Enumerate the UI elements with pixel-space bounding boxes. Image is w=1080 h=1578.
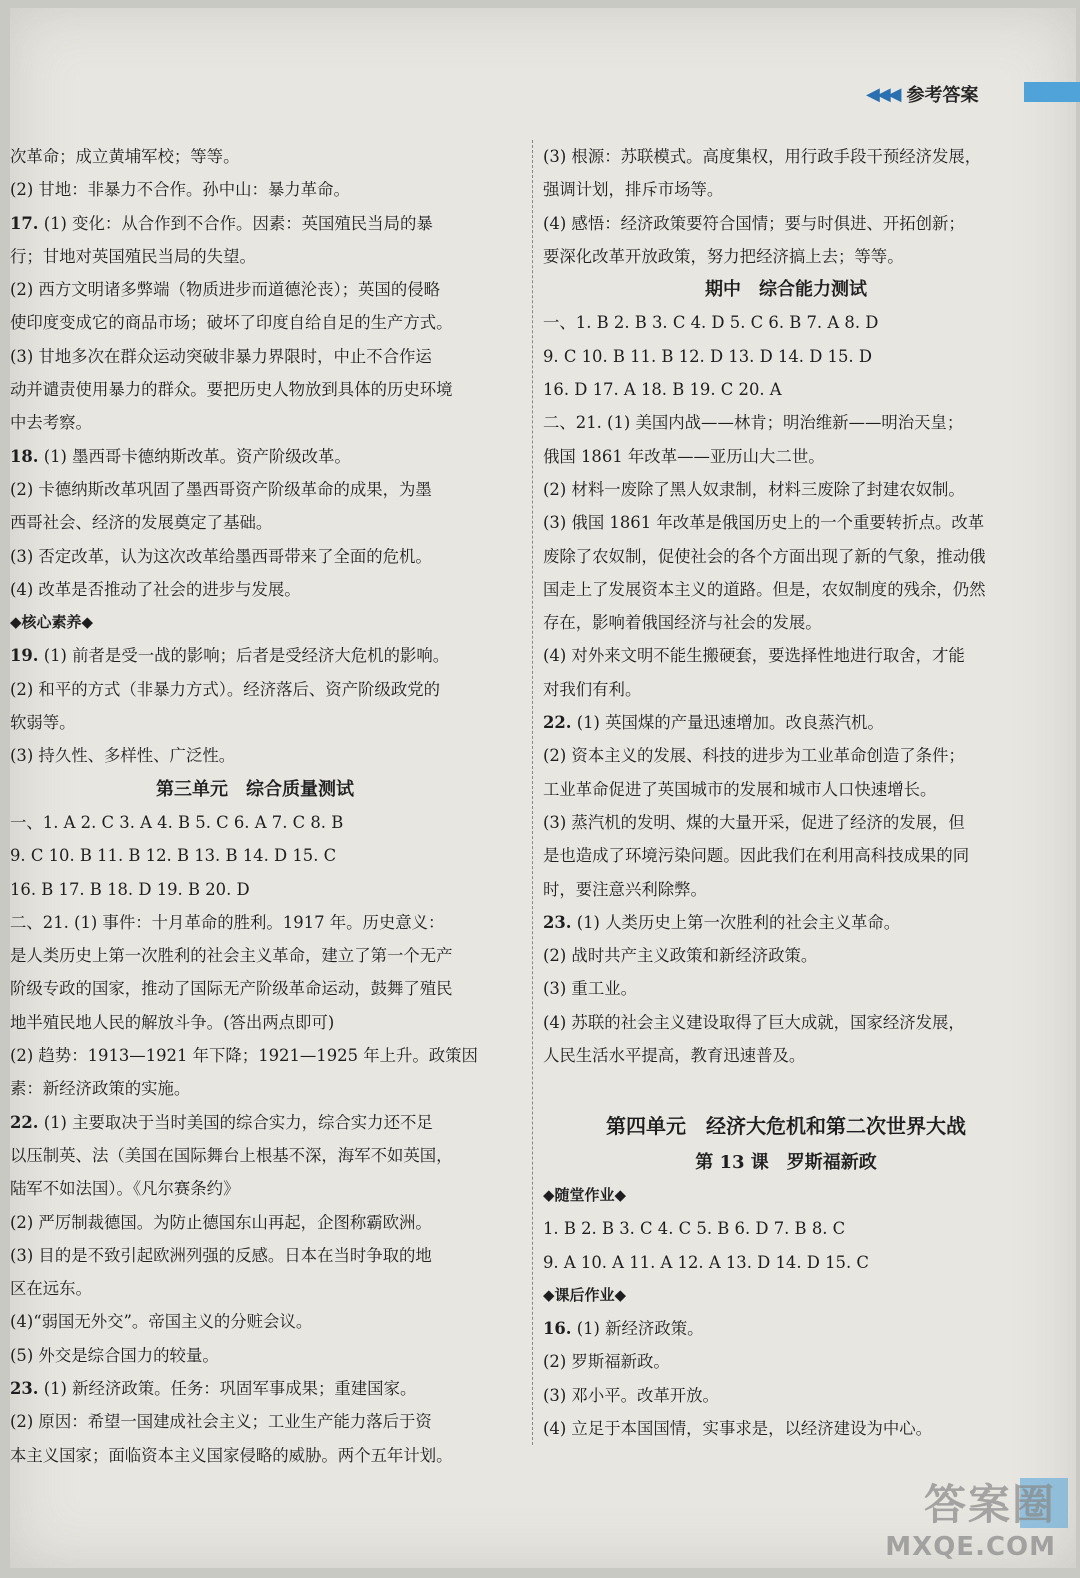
answer-text: (3) 目的是不致引起欧洲列强的反感。日本在当时争取的地 [10, 1245, 432, 1265]
answer-text: 以压制英、法（美国在国际舞台上根基不深，海军不如英国， [10, 1145, 453, 1165]
answer-text: (3) 俄国 1861 年改革是俄国历史上的一个重要转折点。改革 [543, 513, 985, 533]
answer-line [10, 473, 500, 506]
answer-text: 二、21. (1) 事件：十月革命的胜利。1917 年。历史意义： [10, 912, 445, 932]
answer-line [10, 1039, 500, 1072]
answer-line [10, 440, 500, 473]
answer-text: 9. C 10. B 11. B 12. D 13. D 14. D 15. D [543, 346, 872, 366]
answer-text: 西哥社会、经济的发展奠定了基础。 [10, 513, 273, 533]
answer-text: 俄国 1861 年改革——亚历山大二世。 [543, 446, 825, 466]
answer-text: 地半殖民地人民的解放斗争。(答出两点即可) [10, 1012, 335, 1032]
answer-text: (3) 邓小平。改革开放。 [543, 1385, 719, 1405]
question-number: 23. [10, 1378, 39, 1398]
answer-text: 人民生活水平提高，教育迅速普及。 [543, 1046, 806, 1066]
right-column [532, 140, 1029, 1445]
answer-line [10, 1172, 500, 1205]
answer-text: (1) 主要取决于当时美国的综合实力，综合实力还不足 [38, 1112, 433, 1132]
answer-line [543, 806, 1029, 839]
answer-line [10, 173, 500, 206]
answer-text: (2) 严厉制裁德国。为防止德国东山再起，企图称霸欧洲。 [10, 1212, 432, 1232]
answer-text: 区在远东。 [10, 1279, 92, 1299]
header-title: 参考答案 [906, 85, 979, 106]
answer-line [10, 1239, 500, 1272]
answer-line [543, 473, 1029, 506]
answer-line [543, 373, 1029, 406]
answer-line [10, 1339, 500, 1372]
answer-line [10, 1372, 500, 1405]
answer-text: 9. C 10. B 11. B 12. B 13. B 14. D 15. C [10, 846, 337, 866]
answer-text: (2) 甘地：非暴力不合作。孙中山：暴力革命。 [10, 180, 350, 200]
answer-text: (2) 西方文明诸多弊端（物质进步而道德沦丧）；英国的侵略 [10, 280, 440, 300]
answer-text: 对我们有利。 [543, 679, 642, 699]
answer-line [10, 506, 500, 539]
answer-line [543, 1312, 1029, 1345]
watermark-logo [885, 1472, 1056, 1562]
answer-text: (3) 持久性、多样性、广泛性。 [10, 746, 236, 766]
answer-line [10, 540, 500, 573]
answer-text: 强调计划，排斥市场等。 [543, 180, 724, 200]
answer-line [10, 906, 500, 939]
answer-text: (2) 资本主义的发展、科技的进步为工业革命创造了条件； [543, 746, 965, 766]
answer-text: (2) 原因：希望一国建成社会主义；工业生产能力落后于资 [10, 1412, 432, 1432]
answer-line [10, 140, 500, 173]
question-number: 16. [543, 1319, 572, 1339]
question-number: 23. [543, 912, 572, 932]
answer-line [10, 1305, 500, 1338]
answer-text: 阶级专政的国家，推动了国际无产阶级革命运动，鼓舞了殖民 [10, 979, 453, 999]
answer-text: 素：新经济政策的实施。 [10, 1079, 191, 1099]
answer-text: 时，要注意兴利除弊。 [543, 879, 707, 899]
answer-line [543, 873, 1029, 906]
answer-line [10, 972, 500, 1005]
answer-line [543, 1412, 1029, 1445]
triple-arrow-icon: ◀◀◀ [866, 83, 899, 105]
answer-text: 软弱等。 [10, 713, 76, 733]
answer-line [10, 1072, 500, 1105]
answer-line [10, 1206, 500, 1239]
question-number: 22. [10, 1112, 39, 1132]
answer-text: (1) 英国煤的产量迅速增加。改良蒸汽机。 [571, 713, 884, 733]
answer-text: 一、1. B 2. B 3. C 4. D 5. C 6. B 7. A 8. D [543, 313, 879, 333]
answer-line [543, 739, 1029, 772]
watermark-url: MXQE.COM [885, 1532, 1056, 1562]
answer-text: 次革命；成立黄埔军校；等等。 [10, 147, 240, 166]
answer-line [543, 573, 1029, 606]
answer-text: 一、1. A 2. C 3. A 4. B 5. C 6. A 7. C 8. B [10, 812, 344, 832]
answer-text: 动并谴责使用暴力的群众。要把历史人物放到具体的历史环境 [10, 380, 453, 400]
subsection-tag: ◆课后作业◆ [543, 1285, 627, 1304]
answer-line [543, 839, 1029, 872]
answer-text: 行；甘地对英国殖民当局的失望。 [10, 246, 256, 266]
answer-line [10, 273, 500, 306]
answer-text: 使印度变成它的商品市场；破坏了印度自给自足的生产方式。 [10, 313, 453, 333]
answer-text: 16. B 17. B 18. D 19. B 20. D [10, 879, 250, 899]
left-column [10, 140, 500, 1472]
answer-text: (2) 罗斯福新政。 [543, 1352, 670, 1372]
answer-line [543, 773, 1029, 806]
answer-line [543, 207, 1029, 240]
answer-text: 1. B 2. B 3. C 4. C 5. B 6. D 7. B 8. C [543, 1219, 846, 1239]
answer-text: (3) 否定改革，认为这次改革给墨西哥带来了全面的危机。 [10, 546, 432, 566]
answer-text: (2) 和平的方式（非暴力方式）。经济落后、资产阶级政党的 [10, 679, 440, 699]
subsection-tag: ◆随堂作业◆ [543, 1185, 627, 1204]
answer-line [10, 573, 500, 606]
answer-text: (3) 蒸汽机的发明、煤的大量开采，促进了经济的发展，但 [543, 812, 965, 832]
watermark-title: 答案圈 [923, 1480, 1056, 1529]
answer-line [543, 1246, 1029, 1279]
answer-line [543, 306, 1029, 339]
answer-text: (2) 趋势：1913—1921 年下降；1921—1925 年上升。政策因 [10, 1046, 478, 1066]
spacer [543, 1072, 1029, 1105]
answer-line [10, 207, 500, 240]
answer-text: 工业革命促进了英国城市的发展和城市人口快速增长。 [543, 779, 937, 799]
answer-line [10, 1405, 500, 1438]
answer-text: 本主义国家；面临资本主义国家侵略的威胁。两个五年计划。 [10, 1445, 453, 1465]
answer-text: (1) 墨西哥卡德纳斯改革。资产阶级改革。 [38, 446, 351, 466]
answer-line [543, 1006, 1029, 1039]
answer-text: (1) 变化：从合作到不合作。因素：英国殖民当局的暴 [38, 213, 433, 233]
answer-line [543, 1379, 1029, 1412]
answer-line [10, 839, 500, 872]
answer-line [10, 373, 500, 406]
answer-line [543, 1345, 1029, 1378]
answer-line [543, 440, 1029, 473]
answer-text: (4) 苏联的社会主义建设取得了巨大成就，国家经济发展， [543, 1012, 965, 1032]
answer-line [10, 939, 500, 972]
page-header [866, 78, 1076, 110]
answer-page [10, 8, 1076, 1568]
answer-line [10, 706, 500, 739]
answer-text: (2) 材料一废除了黑人奴隶制，材料三废除了封建农奴制。 [543, 479, 965, 499]
header-color-bar [1024, 82, 1080, 102]
answer-text: (4) 立足于本国国情，实事求是，以经济建设为中心。 [543, 1418, 933, 1438]
section-heading: 第 13 课 罗斯福新政 [695, 1151, 877, 1173]
answer-text: 要深化改革开放政策，努力把经济搞上去；等等。 [543, 246, 904, 266]
answer-line [543, 1212, 1029, 1245]
answer-line [543, 506, 1029, 539]
question-number: 18. [10, 446, 39, 466]
answer-text: (3) 根源：苏联模式。高度集权，用行政手段干预经济发展， [543, 147, 982, 166]
answer-line [10, 1139, 500, 1172]
answer-line [543, 639, 1029, 672]
section-heading: 第三单元 综合质量测试 [156, 778, 354, 800]
answer-text: 陆军不如法国）。《凡尔赛条约》 [10, 1179, 240, 1199]
answer-text: (4)“弱国无外交”。帝国主义的分赃会议。 [10, 1312, 313, 1332]
answer-text: (3) 重工业。 [543, 979, 637, 999]
answer-line [10, 673, 500, 706]
answer-line [10, 406, 500, 439]
answer-text: (4) 感悟：经济政策要符合国情；要与时俱进、开拓创新； [543, 213, 965, 233]
answer-text: (4) 对外来文明不能生搬硬套，要选择性地进行取舍，才能 [543, 646, 965, 666]
answer-text: 是也造成了环境污染问题。因此我们在利用高科技成果的同 [543, 846, 970, 866]
answer-text: 存在，影响着俄国经济与社会的发展。 [543, 613, 822, 633]
answer-line [10, 1439, 500, 1472]
answer-text: (1) 新经济政策。任务：巩固军事成果；重建国家。 [38, 1378, 417, 1398]
section-heading: 期中 综合能力测试 [705, 279, 867, 301]
subsection-tag: ◆核心素养◆ [10, 613, 94, 632]
answer-line [543, 140, 1029, 173]
answer-line [543, 340, 1029, 373]
question-number: 22. [543, 713, 572, 733]
answer-line [543, 240, 1029, 273]
answer-line [10, 873, 500, 906]
answer-line [543, 406, 1029, 439]
answer-line [543, 673, 1029, 706]
answer-text: (1) 新经济政策。 [571, 1319, 704, 1339]
question-number: 19. [10, 646, 39, 666]
answer-text: (3) 甘地多次在群众运动突破非暴力界限时，中止不合作运 [10, 346, 432, 366]
answer-line [543, 939, 1029, 972]
answer-text: 16. D 17. A 18. B 19. C 20. A [543, 380, 782, 400]
answer-line [10, 1006, 500, 1039]
answer-text: 国走上了发展资本主义的道路。但是，农奴制度的残余，仍然 [543, 579, 986, 599]
answer-text: 二、21. (1) 美国内战——林肯；明治维新——明治天皇； [543, 413, 964, 433]
answer-line [10, 340, 500, 373]
answer-text: (5) 外交是综合国力的较量。 [10, 1345, 219, 1365]
answer-line [10, 306, 500, 339]
answer-line [543, 540, 1029, 573]
answer-text: 中去考察。 [10, 413, 92, 433]
answer-line [543, 706, 1029, 739]
answer-line [10, 240, 500, 273]
answer-line [543, 972, 1029, 1005]
answer-line [543, 906, 1029, 939]
answer-line [10, 739, 500, 772]
section-heading: 第四单元 经济大危机和第二次世界大战 [606, 1113, 966, 1138]
answer-text: 是人类历史上第一次胜利的社会主义革命，建立了第一个无产 [10, 946, 453, 966]
answer-text: (4) 改革是否推动了社会的进步与发展。 [10, 579, 301, 599]
answer-line [543, 173, 1029, 206]
answer-text: 废除了农奴制，促使社会的各个方面出现了新的气象，推动俄 [543, 546, 986, 566]
answer-text: (1) 前者是受一战的影响；后者是受经济大危机的影响。 [38, 646, 450, 666]
answer-line [10, 639, 500, 672]
answer-text: 9. A 10. A 11. A 12. A 13. D 14. D 15. C [543, 1252, 869, 1272]
answer-text: (2) 战时共产主义政策和新经济政策。 [543, 946, 818, 966]
answer-line [543, 1039, 1029, 1072]
answer-line [10, 806, 500, 839]
answer-line [10, 1272, 500, 1305]
answer-text: (1) 人类历史上第一次胜利的社会主义革命。 [571, 912, 901, 932]
answer-line [543, 606, 1029, 639]
question-number: 17. [10, 213, 39, 233]
answer-text: (2) 卡德纳斯改革巩固了墨西哥资产阶级革命的成果，为墨 [10, 479, 432, 499]
answer-line [10, 1106, 500, 1139]
